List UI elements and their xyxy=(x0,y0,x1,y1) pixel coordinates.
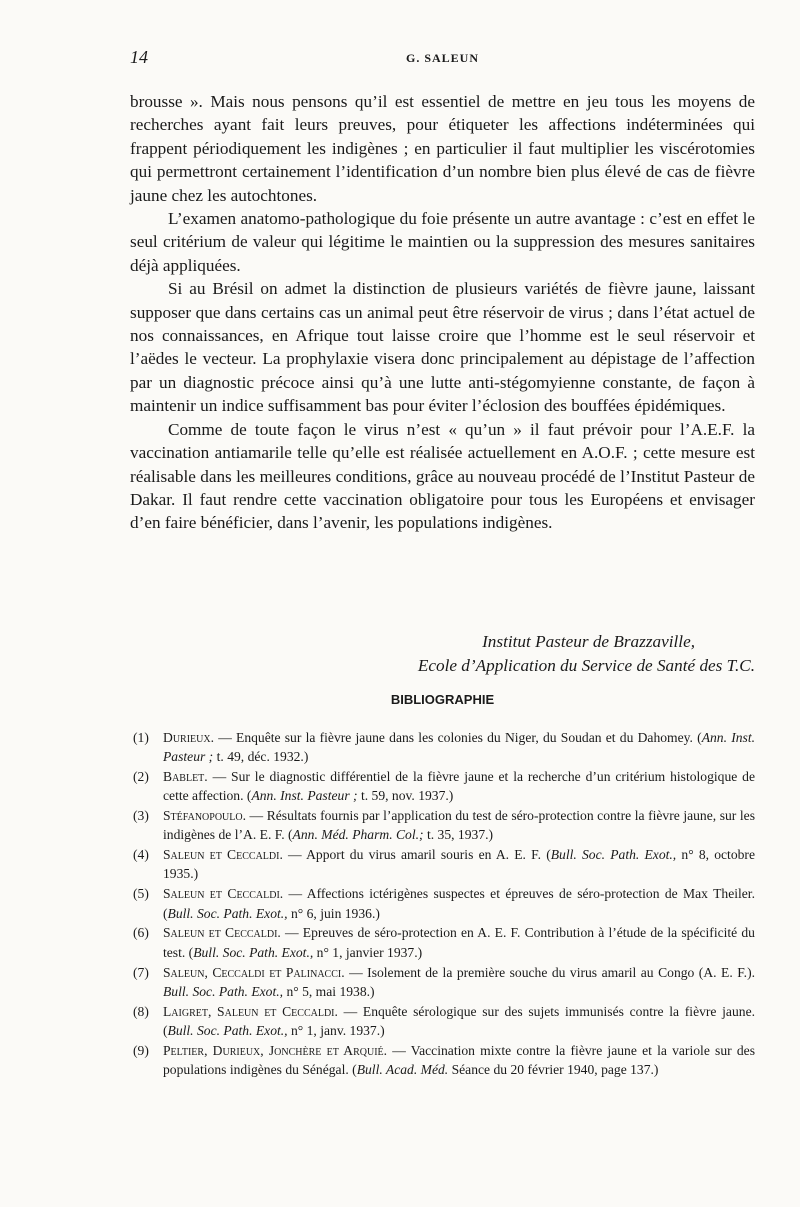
reference-text: — Epreuves de séro-protection en A. E. F. Contribution à l’étude de la spécificité du test. ( xyxy=(163,925,755,960)
reference-item xyxy=(133,1041,755,1079)
reference-item xyxy=(133,767,755,805)
reference-tail: t. 49, déc. 1932.) xyxy=(213,749,309,765)
reference-tail: n° 1, janvier 1937.) xyxy=(313,944,423,960)
reference-text: — Enquête sérologique sur des sujets immunisés contre la fièvre jaune. ( xyxy=(163,1003,755,1038)
reference-journal: Bull. Soc. Path. Exot., xyxy=(167,1022,288,1038)
reference-item xyxy=(133,806,755,844)
reference-text: — Enquête sur la fièvre jaune dans les colonies du Niger, du Soudan et du Dahomey. ( xyxy=(214,730,702,745)
reference-journal: Bull. Soc. Path. Exot., xyxy=(193,944,314,960)
signature-institution: Institut Pasteur de Brazzaville, xyxy=(482,632,695,651)
reference-number: (8) xyxy=(133,1003,149,1019)
reference-authors: Saleun et Ceccaldi. xyxy=(163,847,283,863)
reference-journal: Bull. Soc. Path. Exot., xyxy=(550,847,677,863)
paragraph: Si au Brésil on admet la distinction de plusieurs variétés de fièvre jaune, laissant supposer que dans certains cas un animal peut être réservoir de virus ; dans l’état actuel de nos connaissances, en Afrique tout laisse croire que l’homme est le seul réservoir et l’aëdes le vecteur. La prophylaxie visera donc principalement au dépistage de l’affection par un diagnostic précoce ainsi qu’à une lutte anti-stégomyienne constante, de façon à maintenir un indice suffisamment bas pour éviter l’éclosion des bouffées épidémiques. xyxy=(130,279,755,416)
reference-item xyxy=(133,923,755,961)
reference-number: (2) xyxy=(133,769,149,785)
reference-text: — Vaccination mixte contre la fièvre jaune et la variole sur des populations indigènes du Sénégal. ( xyxy=(163,1042,755,1077)
reference-number: (6) xyxy=(133,925,149,941)
signature-school: Ecole d’Application du Service de Santé des T.C. xyxy=(417,656,755,675)
reference-authors: Bablet. xyxy=(163,769,208,785)
reference-authors: Stéfanopoulo. xyxy=(163,808,246,824)
reference-tail: t. 35, 1937.) xyxy=(423,827,494,843)
reference-journal: Bull. Soc. Path. Exot., xyxy=(167,905,288,921)
reference-item xyxy=(133,963,755,1001)
page-header xyxy=(130,47,755,71)
reference-number: (3) xyxy=(133,808,149,824)
reference-tail: n° 6, juin 1936.) xyxy=(287,905,380,921)
reference-tail: n° 5, mai 1938.) xyxy=(283,983,375,999)
reference-text: — Apport du virus amaril souris en A. E. F. ( xyxy=(282,847,551,863)
reference-text: — Affections ictérigènes suspectes et épreuves de séro-protection de Max Theiler. ( xyxy=(163,886,755,921)
reference-number: (5) xyxy=(133,886,149,902)
reference-text: — Isolement de la première souche du virus amaril au Congo (A. E. F.). xyxy=(344,964,755,980)
reference-journal: Ann. Inst. Pasteur ; xyxy=(251,788,358,804)
reference-journal: Ann. Inst. Pasteur ; xyxy=(163,730,756,765)
reference-number: (1) xyxy=(133,730,149,745)
paragraph: L’examen anatomo-pathologique du foie présente un autre avantage : c’est en effet le seul critérium de valeur qui légitime le maintien ou la suppression des mesures sanitaires déjà appliquées. xyxy=(130,209,755,275)
reference-authors: Durieux. xyxy=(163,730,214,745)
reference-authors: Saleun et Ceccaldi. xyxy=(163,886,284,902)
reference-item xyxy=(133,884,755,922)
reference-text: — Sur le diagnostic différentiel de la fièvre jaune et la recherche d’un critérium histologique de cette affection. ( xyxy=(163,769,755,804)
reference-journal: Bull. Soc. Path. Exot., xyxy=(163,983,284,999)
paragraph: brousse ». Mais nous pensons qu’il est essentiel de mettre en jeu tous les moyens de recherches ayant fait leurs preuves, pour étiqueter les affections indéterminées qui frappent périodiquement les indigènes ; en particulier il faut multiplier les viscérotomies qui permettront certainement l’identification d’un nombre bien plus élevé de cas de fièvre jaune chez les autochtones. xyxy=(130,92,755,205)
running-head: G. SALEUN xyxy=(405,51,479,65)
reference-authors: Peltier, Durieux, Jonchère et Arquié. xyxy=(163,1042,388,1058)
reference-item xyxy=(133,845,755,883)
reference-tail: Séance du 20 février 1940, page 137.) xyxy=(448,1061,659,1077)
page-number: 14 xyxy=(130,47,148,67)
reference-tail: n° 1, janv. 1937.) xyxy=(287,1022,385,1038)
paragraph: Comme de toute façon le virus n’est « qu’un » il faut prévoir pour l’A.E.F. la vaccination antiamarile telle qu’elle est réalisée actuellement en A.O.F. ; cette mesure est réalisable dans les meilleures conditions, grâce au nouveau procédé de l’Institut Pasteur de Dakar. Il faut rendre cette vaccination obligatoire pour tous les Européens et envisager d’en faire bénéficier, dans l’avenir, les populations indigènes. xyxy=(130,419,755,533)
reference-item xyxy=(133,728,755,766)
reference-authors: Saleun et Ceccaldi. xyxy=(163,925,281,941)
reference-number: (7) xyxy=(133,964,149,980)
reference-authors: Laigret, Saleun et Ceccaldi. xyxy=(163,1003,338,1019)
reference-number: (9) xyxy=(133,1042,149,1058)
reference-tail: n° 8, octobre 1935.) xyxy=(163,847,755,882)
bibliography-title: BIBLIOGRAPHIE xyxy=(390,692,495,707)
reference-tail: t. 59, nov. 1937.) xyxy=(357,788,454,804)
body-text xyxy=(130,90,755,535)
reference-authors: Saleun, Ceccaldi et Palinacci. xyxy=(163,964,345,980)
reference-number: (4) xyxy=(133,847,149,863)
reference-journal: Bull. Acad. Méd. xyxy=(356,1061,449,1077)
reference-text: — Résultats fournis par l’application du test de séro-protection contre la fièvre jaune, sur les indigènes de l’A. E. F. ( xyxy=(163,808,755,843)
bibliography-list xyxy=(133,728,755,1080)
reference-item xyxy=(133,1002,755,1040)
reference-journal: Ann. Méd. Pharm. Col.; xyxy=(292,827,424,843)
